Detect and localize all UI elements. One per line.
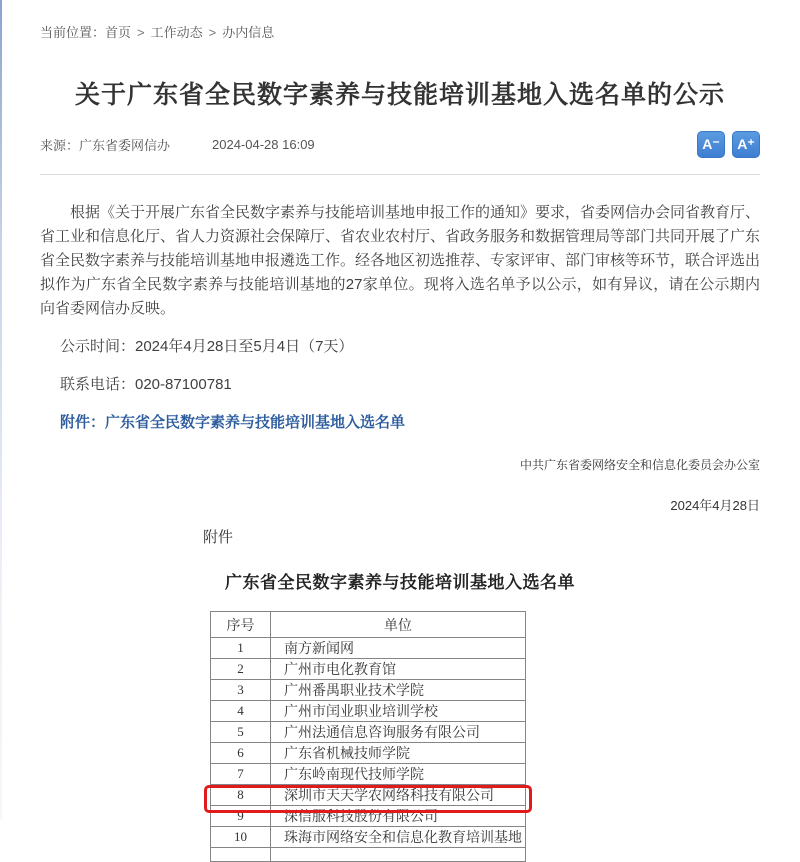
table-row xyxy=(211,764,526,785)
publicity-period-line: 公示时间：2024年4月28日至5月4日（7天） xyxy=(60,338,354,355)
announcement-paragraph: 根据《关于开展广东省全民数字素养与技能培训基地申报工作的通知》要求，省委网信办会同省教育厅、省工业和信息化厅、省人力资源社会保障厅、省农业农村厅、省政务服务和数据管理局等部门共同开展了广东省全民数字素养与技能培训基地申报遴选工作。经各地区初选推荐、专家评审、部门审核等环节，联合评选出拟作为广东省全民数字素养与技能培训基地的27家单位。现将入选名单予以公示，如有异议，请在公示期内向省委网信办反映。 xyxy=(40,204,761,317)
table-row xyxy=(211,785,526,806)
attachment-section-label: 附件 xyxy=(203,529,234,546)
attachment-link[interactable]: 附件：广东省全民数字素养与技能培训基地入选名单 xyxy=(60,414,406,431)
table-row xyxy=(211,680,526,701)
organization-name: 深圳市天天学农网络科技有限公司 xyxy=(271,785,526,806)
row-number: 9 xyxy=(211,806,271,827)
row-number: 8 xyxy=(211,785,271,806)
breadcrumb-home-link[interactable]: 首页 xyxy=(105,25,132,40)
table-row xyxy=(211,701,526,722)
table-row xyxy=(211,659,526,680)
selected-bases-table-container xyxy=(210,611,526,862)
row-number: 6 xyxy=(211,743,271,764)
table-row xyxy=(211,743,526,764)
breadcrumb-worknews-link[interactable]: 工作动态 xyxy=(150,25,203,40)
font-increase-button[interactable]: A⁺ xyxy=(732,131,760,158)
article-meta-row xyxy=(40,131,760,158)
row-number: 7 xyxy=(211,764,271,785)
table-row xyxy=(211,827,526,848)
publish-datetime: 2024-04-28 16:09 xyxy=(212,137,315,152)
row-number: 1 xyxy=(211,638,271,659)
selected-bases-table xyxy=(210,611,526,862)
signature-date: 2024年4月28日 xyxy=(670,498,760,513)
issuing-office-signature: 中共广东省委网络安全和信息化委员会办公室 xyxy=(519,458,760,472)
table-row xyxy=(211,638,526,659)
base-table-body xyxy=(211,638,526,862)
row-number: 5 xyxy=(211,722,271,743)
row-number: 4 xyxy=(211,701,271,722)
organization-name: 广州番禺职业技术学院 xyxy=(271,680,526,701)
font-size-controls xyxy=(690,131,760,158)
organization-name: 深信服科技股份有限公司 xyxy=(271,806,526,827)
page-title: 关于广东省全民数字素养与技能培训基地入选名单的公示 xyxy=(74,81,725,109)
page-left-edge-decoration xyxy=(0,0,2,820)
header-divider xyxy=(40,174,760,175)
organization-name: 南方新闻网 xyxy=(271,638,526,659)
breadcrumb xyxy=(40,0,800,41)
contact-phone-line: 联系电话：020-87100781 xyxy=(60,376,232,393)
breadcrumb-separator: > xyxy=(137,25,145,40)
organization-name: 广州法通信息咨询服务有限公司 xyxy=(271,722,526,743)
article-body xyxy=(40,201,760,514)
table-row xyxy=(211,806,526,827)
table-title: 广东省全民数字素养与技能培训基地入选名单 xyxy=(225,573,575,592)
table-row-cutoff xyxy=(211,848,526,862)
organization-name: 广州市电化教育馆 xyxy=(271,659,526,680)
table-row xyxy=(211,722,526,743)
organization-name: 珠海市网络安全和信息化教育培训基地 xyxy=(271,827,526,848)
source-label: 来源：广东省委网信办 xyxy=(40,138,171,153)
breadcrumb-office-info-link[interactable]: 办内信息 xyxy=(222,25,275,40)
article-meta xyxy=(40,135,315,154)
table-header-row xyxy=(211,612,526,638)
organization-name: 广东省机械技师学院 xyxy=(271,743,526,764)
column-header-number: 序号 xyxy=(211,612,271,638)
row-number: 10 xyxy=(211,827,271,848)
row-number: 3 xyxy=(211,680,271,701)
organization-name: 广东岭南现代技师学院 xyxy=(271,764,526,785)
font-decrease-button[interactable]: A⁻ xyxy=(697,131,725,158)
organization-name: 广州市闰业职业培训学校 xyxy=(271,701,526,722)
breadcrumb-label: 当前位置： xyxy=(40,25,106,40)
breadcrumb-separator: > xyxy=(208,25,217,40)
column-header-organization: 单位 xyxy=(271,612,526,638)
row-number: 2 xyxy=(211,659,271,680)
